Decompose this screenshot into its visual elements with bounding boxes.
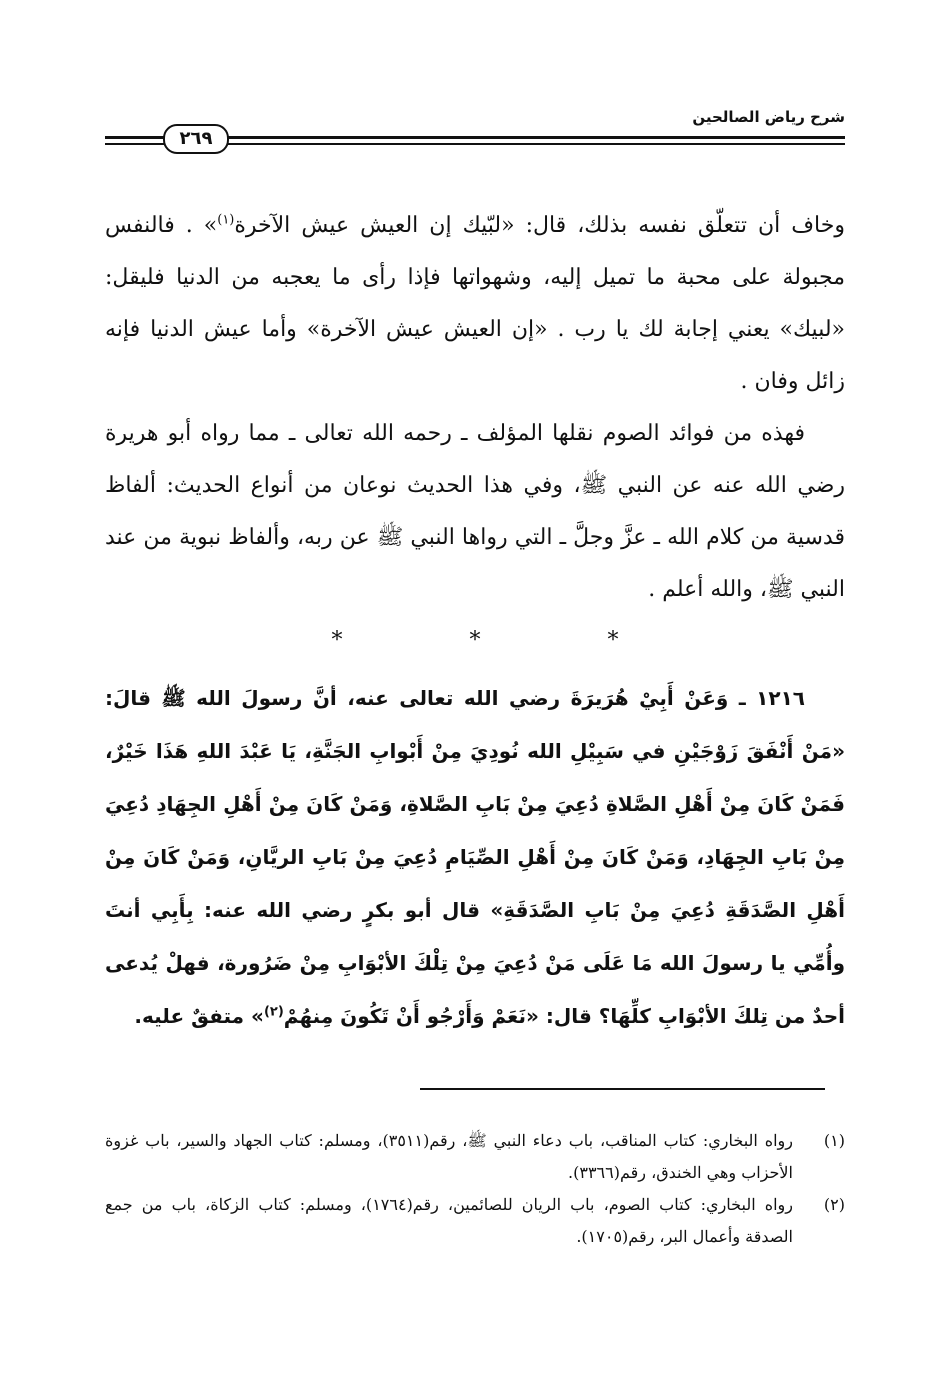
section-separator: * * * bbox=[331, 628, 679, 653]
paragraph-commentary bbox=[105, 200, 845, 408]
footnote-text: رواه البخاري: كتاب الصوم، باب الريان للصائمين، رقم(١٧٦٤)، ومسلم: كتاب الزكاة، باب من جمع الصدقة وأعمال البر، رقم(١٧٠٥). bbox=[105, 1195, 794, 1246]
footnote-1 bbox=[105, 1125, 845, 1189]
footnote-text: رواه البخاري: كتاب المناقب، باب دعاء النبي ﷺ، رقم(٣٥١١)، ومسلم: كتاب الجهاد والسير، باب غزوة الأحزاب وهي الخندق، رقم(٣٣٦٦). bbox=[105, 1131, 793, 1182]
page-number: ٢٦٩ bbox=[163, 124, 229, 154]
footnotes bbox=[105, 1125, 845, 1253]
footnote-ref-1: (١) bbox=[217, 212, 235, 228]
footnote-number: (٢) bbox=[823, 1195, 845, 1214]
running-title: شرح رياض الصالحين bbox=[692, 108, 845, 126]
page-header bbox=[105, 108, 845, 158]
footnote-2 bbox=[105, 1189, 845, 1253]
hadith-1216 bbox=[105, 672, 845, 1043]
hadith-text: ١٢١٦ ـ وَعَنْ أَبِيْ هُرَيرَةَ رضي الله تعالى عنه، أنَّ رسولَ الله ﷺ قالَ: «مَنْ أَنْفَقَ زَوْجَيْنِ في سَبِيْلِ الله نُودِيَ مِنْ أَبْوابِ الجَنَّةِ، يَا عَبْدَ اللهِ هَذَا خَيْرٌ، فَمَنْ كَانَ مِنْ أَهْلِ الصَّلاةِ دُعِيَ مِنْ بَابِ الصَّلاةِ، وَمَنْ كَانَ مِنْ أَهْلِ الجِهَادِ دُعِيَ مِنْ بَابِ الجِهَادِ، وَمَنْ كَانَ مِنْ أَهْلِ الصِّيَامِ دُعِيَ مِنْ بَابِ الريَّانِ، وَمَنْ كَانَ مِنْ أَهْلِ الصَّدَقَةِ دُعِيَ مِنْ بَابِ الصَّدَقَةِ» قال أبو بكرٍ رضي الله عنه: بِأَبِي أنتَ وأُمِّي يا رسولَ الله مَا عَلَى مَنْ دُعِيَ مِنْ تِلْكَ الأبْوَابِ مِنْ ضَرُورة، فهلْ يُدعى أحدٌ من تِلكَ الأبْوَابِ كلِّهَا؟ قال: «نَعَمْ وَأَرْجُو أَنْ تَكُونَ مِنهُمْ bbox=[105, 686, 845, 1028]
footnote-number: (١) bbox=[823, 1131, 845, 1150]
main-text bbox=[105, 200, 845, 1043]
paragraph-text-continued: » . فالنفس مجبولة على محبة ما تميل إليه، وشهواتها فإذا رأى ما يعجبه من الدنيا فليقل: «لبيك» يعني إجابة لك يا رب . «إن العيش عيش الآخرة» وأما عيش الدنيا فإنه زائل وفان . bbox=[105, 213, 845, 394]
hadith-attribution: » متفقٌ عليه. bbox=[134, 1004, 264, 1028]
footnote-ref-2: (٢) bbox=[263, 1004, 284, 1020]
paragraph-text: وخاف أن تتعلّق نفسه بذلك، قال: «لبّيك إن العيش عيش الآخرة bbox=[234, 213, 845, 238]
paragraph-benefits: فهذه من فوائد الصوم نقلها المؤلف ـ رحمه الله تعالى ـ مما رواه أبو هريرة رضي الله عنه عن النبي ﷺ، وفي هذا الحديث نوعان من أنواع الحديث: ألفاظ قدسية من كلام الله ـ عزَّ وجلَّ ـ التي رواها النبي ﷺ عن ربه، وألفاظ نبوية من عند النبي ﷺ، والله أعلم . bbox=[105, 421, 845, 602]
footnote-divider bbox=[420, 1088, 825, 1090]
